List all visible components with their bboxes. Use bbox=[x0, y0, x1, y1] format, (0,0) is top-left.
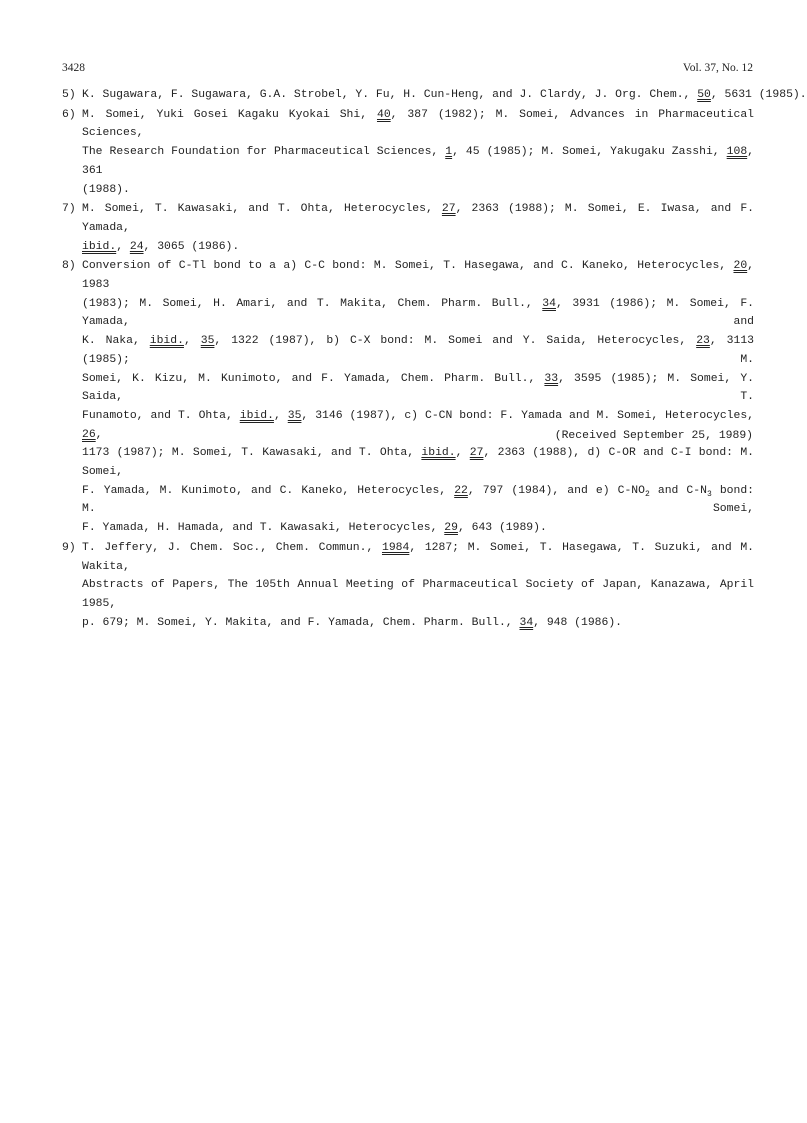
underlined-citation: 33 bbox=[544, 372, 559, 385]
reference-text: , 797 (1984), and e) C-NO bbox=[467, 484, 645, 497]
volume-info: Vol. 37, No. 12 bbox=[682, 62, 753, 74]
reference-text: , 3065 (1986). bbox=[143, 240, 240, 253]
reference-text: M. Somei, T. Kawasaki, and T. Ohta, Heterocycles, bbox=[82, 203, 442, 216]
page-number: 3428 bbox=[62, 62, 85, 74]
reference-line bbox=[82, 332, 754, 369]
reference-number: 7) bbox=[62, 203, 76, 216]
underlined-citation: 29 bbox=[444, 522, 458, 535]
underlined-citation: 35 bbox=[287, 409, 302, 422]
reference-text: , 3146 (1987), c) C-CN bond: F. Yamada and M. Somei, Heterocycles, bbox=[301, 409, 755, 422]
reference-item bbox=[62, 200, 754, 256]
underlined-citation: 20 bbox=[733, 260, 748, 273]
reference-text: Funamoto, and T. Ohta, bbox=[82, 409, 240, 422]
reference-number: 9) bbox=[62, 541, 76, 554]
reference-text: , 1322 (1987), b) C-X bond: M. Somei and Y. Saida, Heterocycles, bbox=[214, 335, 697, 348]
reference-text: , bbox=[273, 409, 288, 422]
reference-item bbox=[62, 539, 754, 633]
reference-text: 1173 (1987); M. Somei, T. Kawasaki, and T. Ohta, bbox=[82, 447, 422, 460]
underlined-citation: 24 bbox=[129, 240, 144, 253]
reference-text: , 3595 (1985); M. Somei, Y. Saida, T. bbox=[82, 372, 754, 404]
reference-item bbox=[62, 257, 754, 538]
reference-text: Abstracts of Papers, The 105th Annual Meeting of Pharmaceutical Society of Japan, Kanazawa, April 1985, bbox=[82, 579, 754, 610]
reference-text: , 5631 (1985). bbox=[710, 89, 807, 101]
reference-text: , 1983 bbox=[82, 260, 754, 292]
reference-text: bond: M. Somei, bbox=[82, 484, 755, 516]
underlined-citation: 1984 bbox=[381, 541, 410, 554]
reference-text: , bbox=[183, 335, 201, 348]
reference-text: and C-N bbox=[649, 484, 707, 497]
received-date: (Received September 25, 1989) bbox=[554, 430, 753, 442]
subscript: 3 bbox=[706, 489, 712, 499]
page-header bbox=[62, 62, 753, 78]
underlined-citation: ibid. bbox=[421, 447, 456, 460]
reference-line bbox=[82, 106, 754, 143]
reference-text: , 948 (1986). bbox=[533, 616, 623, 629]
reference-line bbox=[82, 519, 754, 538]
reference-line bbox=[82, 539, 754, 576]
reference-line bbox=[82, 482, 754, 519]
reference-item bbox=[62, 86, 807, 105]
reference-text: , 2363 (1988); M. Somei, E. Iwasa, and F. Yamada, bbox=[82, 203, 754, 234]
reference-text: , 361 bbox=[82, 146, 755, 177]
underlined-citation: 26 bbox=[82, 428, 96, 441]
reference-text: F. Yamada, M. Kunimoto, and C. Kaneko, Heterocycles, bbox=[82, 484, 455, 497]
underlined-citation: ibid. bbox=[149, 335, 184, 348]
reference-text: (1983); M. Somei, H. Amari, and T. Makita, Chem. Pharm. Bull., bbox=[82, 297, 543, 310]
underlined-citation: 27 bbox=[469, 447, 484, 460]
underlined-citation: 1 bbox=[445, 146, 453, 159]
underlined-citation: 27 bbox=[441, 203, 456, 216]
reference-line bbox=[82, 143, 754, 180]
reference-line bbox=[82, 295, 754, 332]
reference-line bbox=[82, 576, 754, 613]
reference-text: , 3113 (1985); M. bbox=[82, 335, 754, 366]
reference-text: M. Somei, Yuki Gosei Kagaku Kyokai Shi, bbox=[82, 108, 377, 121]
reference-text: K. Naka, bbox=[82, 335, 150, 348]
reference-text: , 3931 (1986); M. Somei, F. Yamada, and bbox=[82, 297, 755, 329]
reference-text: , 1287; M. Somei, T. Hasegawa, T. Suzuki, and M. Wakita, bbox=[82, 541, 754, 573]
reference-text: , bbox=[455, 447, 470, 460]
reference-number: 6) bbox=[62, 108, 76, 121]
subscript: 2 bbox=[644, 489, 650, 499]
reference-text: , bbox=[116, 240, 130, 253]
reference-item bbox=[62, 106, 754, 200]
reference-line bbox=[82, 181, 754, 200]
reference-text: p. 679; M. Somei, Y. Makita, and F. Yamada, Chem. Pharm. Bull., bbox=[82, 616, 520, 629]
underlined-citation: 34 bbox=[542, 297, 556, 310]
underlined-citation: 22 bbox=[454, 484, 468, 497]
underlined-citation: 40 bbox=[376, 108, 391, 121]
reference-text: K. Sugawara, F. Sugawara, G.A. Strobel, Y. Fu, H. Cun-Heng, and J. Clardy, J. Org. Chem., bbox=[82, 89, 698, 101]
reference-line bbox=[82, 238, 754, 257]
reference-line bbox=[82, 614, 754, 633]
reference-line bbox=[82, 257, 754, 294]
reference-text: , 2363 (1988), d) C-OR and C-I bond: M. Somei, bbox=[82, 447, 754, 479]
reference-text: (1988). bbox=[82, 183, 130, 196]
underlined-citation: ibid. bbox=[239, 409, 274, 422]
underlined-citation: 23 bbox=[696, 335, 710, 348]
reference-number: 5) bbox=[62, 89, 76, 101]
underlined-citation: 50 bbox=[697, 89, 711, 101]
reference-text: , 387 (1982); M. Somei, Advances in Pharmaceutical Sciences, bbox=[82, 108, 754, 140]
reference-line bbox=[82, 370, 754, 407]
reference-text: , bbox=[95, 428, 103, 441]
reference-line bbox=[82, 444, 754, 481]
reference-text: Somei, K. Kizu, M. Kunimoto, and F. Yamada, Chem. Pharm. Bull., bbox=[82, 372, 545, 385]
underlined-citation: 34 bbox=[519, 616, 534, 629]
reference-list bbox=[62, 86, 807, 633]
underlined-citation: 35 bbox=[200, 335, 215, 348]
underlined-citation: 108 bbox=[726, 146, 748, 159]
reference-text: T. Jeffery, J. Chem. Soc., Chem. Commun., bbox=[82, 541, 382, 554]
reference-number: 8) bbox=[62, 260, 76, 273]
underlined-citation: ibid. bbox=[82, 240, 117, 253]
reference-text: Conversion of C-Tl bond to a a) C-C bond: M. Somei, T. Hasegawa, and C. Kaneko, Heterocycles, bbox=[82, 260, 734, 273]
reference-line bbox=[82, 86, 807, 105]
reference-text: The Research Foundation for Pharmaceutical Sciences, bbox=[82, 146, 446, 159]
reference-text: , 643 (1989). bbox=[457, 522, 547, 535]
reference-line bbox=[82, 200, 754, 237]
reference-text: , 45 (1985); M. Somei, Yakugaku Zasshi, bbox=[452, 146, 727, 159]
reference-text: F. Yamada, H. Hamada, and T. Kawasaki, Heterocycles, bbox=[82, 522, 445, 535]
